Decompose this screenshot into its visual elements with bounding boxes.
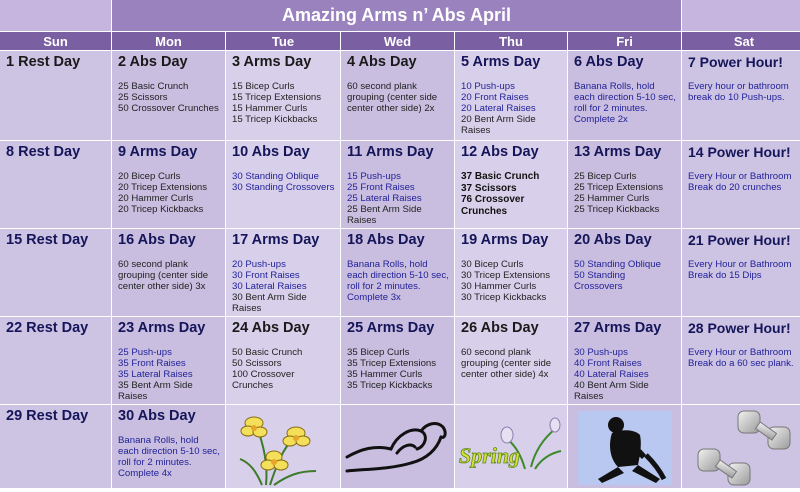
day-heading: 12 Abs Day [461, 144, 539, 160]
day-heading: 14 Power Hour! [688, 144, 791, 160]
title-bar [0, 0, 800, 31]
day-heading: 10 Abs Day [232, 144, 310, 160]
day-heading: 29 Rest Day [6, 408, 89, 424]
day-workout: 25 Basic Crunch 25 Scissors 50 Crossover Crunches [118, 81, 219, 114]
day-cell-25 [341, 317, 454, 404]
stretching-person-icon [568, 405, 681, 488]
weekday-header-mon: Mon [112, 32, 225, 50]
day-workout [232, 259, 335, 314]
day-heading: 26 Abs Day [461, 320, 539, 336]
day-heading: 2 Abs Day [118, 54, 188, 70]
workout-line: 20 Lateral Raises [461, 103, 536, 114]
clipart-arm-cell [341, 405, 454, 488]
weekday-header-sat: Sat [682, 32, 800, 50]
day-cell-1 [0, 51, 111, 140]
day-workout: 20 Bicep Curls 20 Tricep Extensions 20 Hammer Curls 20 Tricep Kickbacks [118, 171, 208, 215]
day-heading: 3 Arms Day [232, 54, 312, 70]
day-workout [461, 81, 562, 136]
workout-line: 30 Push-ups [574, 347, 628, 358]
clipart-daffodil-cell [226, 405, 340, 488]
day-cell-5 [455, 51, 567, 140]
workout-line: 25 Push-ups [118, 347, 172, 358]
spring-text: Spring [459, 443, 521, 468]
day-heading: 23 Arms Day [118, 320, 206, 336]
day-heading: 22 Rest Day [6, 320, 89, 336]
day-cell-3 [226, 51, 340, 140]
weekday-header-wed: Wed [341, 32, 454, 50]
workout-line: 15 Push-ups [347, 171, 401, 182]
spring-flower-icon [455, 405, 567, 488]
day-cell-22 [0, 317, 111, 404]
clipart-stretch-cell [568, 405, 681, 488]
day-cell-11 [341, 141, 454, 228]
day-heading: 4 Abs Day [347, 54, 417, 70]
day-heading: 6 Abs Day [574, 54, 644, 70]
day-heading: 18 Abs Day [347, 232, 425, 248]
workout-line: 35 Front Raises [118, 358, 186, 369]
day-workout: Banana Rolls, hold each direction 5-10 sec, roll for 2 minutes. Complete 3x [347, 259, 449, 303]
day-heading: 13 Arms Day [574, 144, 662, 160]
workout-line: 40 Lateral Raises [574, 369, 649, 380]
day-cell-24 [226, 317, 340, 404]
day-workout: Banana Rolls, hold each direction 5-10 sec, roll for 2 minutes. Complete 2x [574, 81, 676, 125]
workout-line: 25 Front Raises [347, 182, 415, 193]
day-cell-2 [112, 51, 225, 140]
day-heading: 24 Abs Day [232, 320, 310, 336]
flexing-arm-icon [341, 405, 454, 488]
workout-line: 10 Push-ups [461, 81, 515, 92]
day-heading: 28 Power Hour! [688, 320, 791, 336]
day-workout [118, 347, 220, 402]
day-cell-6 [568, 51, 681, 140]
day-cell-10 [226, 141, 340, 228]
day-workout: 35 Bicep Curls 35 Tricep Extensions 35 Hammer Curls 35 Tricep Kickbacks [347, 347, 437, 391]
workout-line: 35 Bent Arm Side Raises [118, 380, 193, 402]
day-cell-20 [568, 229, 681, 316]
workout-line: 20 Bent Arm Side Raises [461, 114, 536, 136]
workout-line: 25 Bent Arm Side Raises [347, 204, 422, 226]
workout-line: 30 Front Raises [232, 270, 300, 281]
weekday-header-tue: Tue [226, 32, 340, 50]
workout-line: 30 Lateral Raises [232, 281, 307, 292]
day-workout [347, 171, 449, 226]
day-heading: 25 Arms Day [347, 320, 435, 336]
workout-line: 35 Lateral Raises [118, 369, 193, 380]
day-heading: 5 Arms Day [461, 54, 541, 70]
workout-line: 40 Bent Arm Side Raises [574, 380, 649, 402]
day-heading: 7 Power Hour! [688, 54, 783, 70]
day-heading: 9 Arms Day [118, 144, 198, 160]
workout-line: 20 Front Raises [461, 92, 529, 103]
day-cell-18 [341, 229, 454, 316]
day-workout: 30 Standing Oblique 30 Standing Crossovers [232, 171, 335, 193]
day-heading: 21 Power Hour! [688, 232, 791, 248]
day-cell-16 [112, 229, 225, 316]
day-workout: 60 second plank grouping (center side center other side) 4x [461, 347, 552, 380]
day-workout: 50 Standing Oblique 50 Standing Crossovers [574, 259, 661, 292]
day-heading: 20 Abs Day [574, 232, 652, 248]
day-cell-9 [112, 141, 225, 228]
day-cell-14 [682, 141, 800, 228]
day-heading: 15 Rest Day [6, 232, 89, 248]
day-heading: 27 Arms Day [574, 320, 662, 336]
day-heading: 30 Abs Day [118, 408, 196, 424]
day-heading: 11 Arms Day [347, 144, 434, 160]
day-cell-17 [226, 229, 340, 316]
workout-line: 20 Push-ups [232, 259, 286, 270]
day-heading: 1 Rest Day [6, 54, 81, 70]
day-cell-23 [112, 317, 225, 404]
day-cell-12 [455, 141, 567, 228]
day-workout: Banana Rolls, hold each direction 5-10 sec, roll for 2 minutes. Complete 4x [118, 435, 220, 479]
weekday-header-sun: Sun [0, 32, 111, 50]
day-cell-27 [568, 317, 681, 404]
day-workout: 15 Bicep Curls 15 Tricep Extensions 15 Hammer Curls 15 Tricep Kickbacks [232, 81, 322, 125]
title-spacer-right [682, 0, 800, 31]
day-cell-30 [112, 405, 225, 488]
clipart-spring-cell [455, 405, 567, 488]
day-cell-15 [0, 229, 111, 316]
day-cell-4 [341, 51, 454, 140]
dumbbell-icon [682, 405, 800, 488]
day-heading: 8 Rest Day [6, 144, 81, 160]
page-title: Amazing Arms n’ Abs April [111, 0, 682, 31]
day-heading: 17 Arms Day [232, 232, 320, 248]
day-cell-29 [0, 405, 111, 488]
workout-line: 40 Front Raises [574, 358, 642, 369]
clipart-dumbbell-cell [682, 405, 800, 488]
day-workout [574, 347, 676, 402]
day-workout: Every hour or bathroom break do 10 Push-ups. [688, 81, 789, 103]
day-heading: 16 Abs Day [118, 232, 196, 248]
day-cell-8 [0, 141, 111, 228]
day-heading: 19 Arms Day [461, 232, 549, 248]
day-workout: Every Hour or Bathroom Break do 15 Dips [688, 259, 792, 281]
day-workout: 30 Bicep Curls 30 Tricep Extensions 30 Hammer Curls 30 Tricep Kickbacks [461, 259, 551, 303]
weekday-header-fri: Fri [568, 32, 681, 50]
daffodil-icon [226, 405, 340, 488]
weekday-header-thu: Thu [455, 32, 567, 50]
day-cell-7 [682, 51, 800, 140]
day-cell-19 [455, 229, 567, 316]
day-workout: Every Hour or Bathroom Break do 20 crunches [688, 171, 792, 193]
day-cell-28 [682, 317, 800, 404]
day-workout: 37 Basic Crunch 37 Scissors 76 Crossover Crunches [461, 171, 540, 217]
title-spacer-left [0, 0, 111, 31]
day-workout: 50 Basic Crunch 50 Scissors 100 Crossover Crunches [232, 347, 303, 391]
workout-line: 25 Lateral Raises [347, 193, 422, 204]
day-workout: 60 second plank grouping (center side center other side) 3x [118, 259, 209, 292]
day-workout: 60 second plank grouping (center side center other side) 2x [347, 81, 438, 114]
day-cell-26 [455, 317, 567, 404]
day-workout: 25 Bicep Curls 25 Tricep Extensions 25 Hammer Curls 25 Tricep Kickbacks [574, 171, 664, 215]
workout-line: 30 Bent Arm Side Raises [232, 292, 307, 314]
day-cell-13 [568, 141, 681, 228]
day-workout: Every Hour or Bathroom Break do a 60 sec plank. [688, 347, 794, 369]
day-cell-21 [682, 229, 800, 316]
